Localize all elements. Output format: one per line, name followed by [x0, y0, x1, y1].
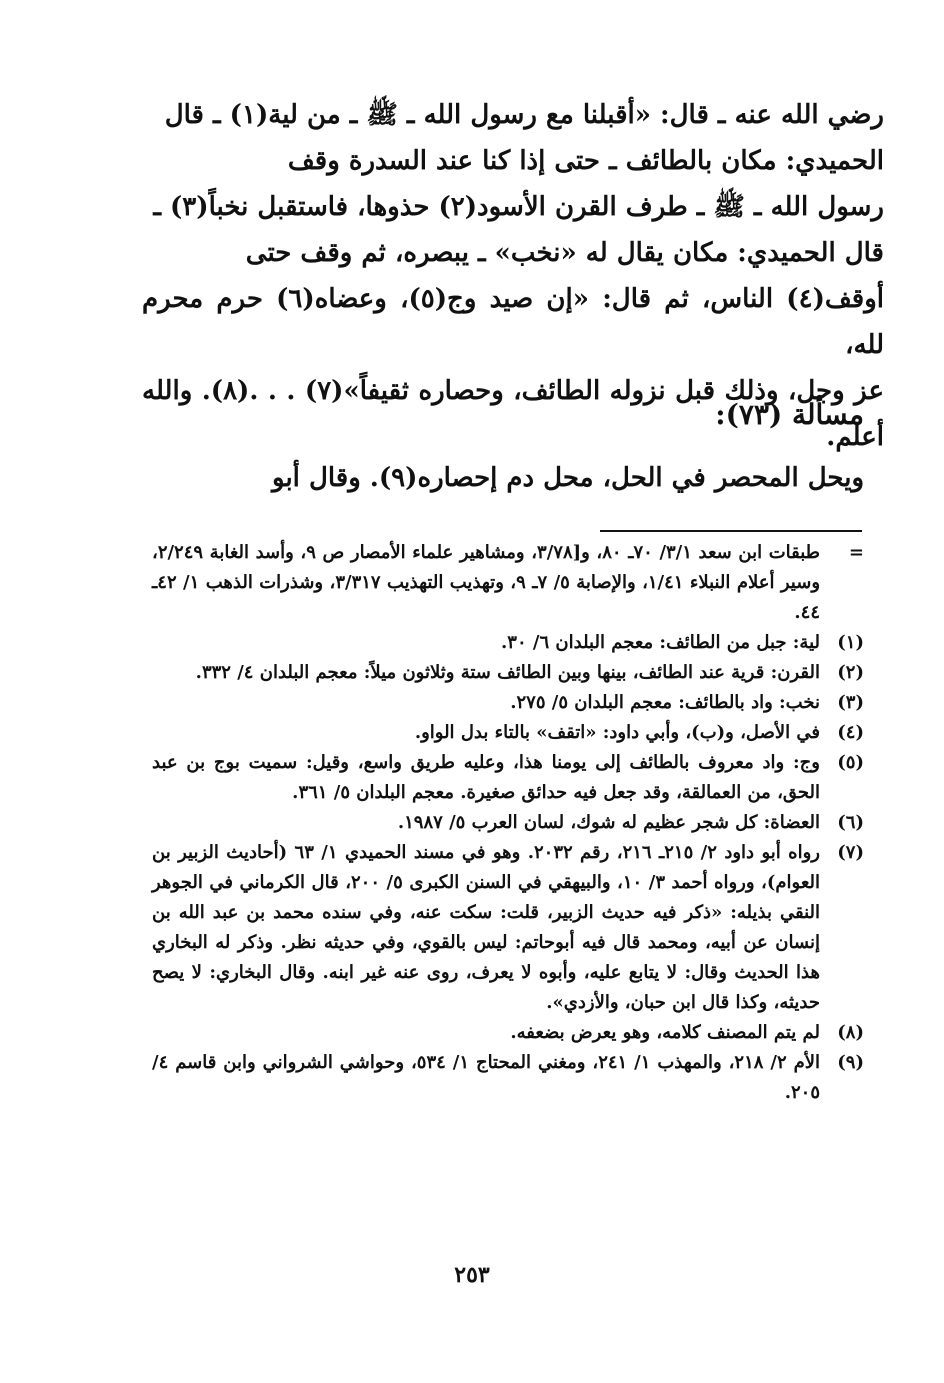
main-line-6: عز وجل، وذلك قبل نزوله الطائف، وحصاره ثقيفاً»(٧) . . .(٨). والله أعلم.: [142, 376, 885, 452]
footnote-number: (٨): [837, 1022, 864, 1043]
footnote-number: (٧): [837, 842, 864, 863]
footnote: [152, 748, 864, 808]
footnote-number: (٢): [837, 662, 864, 683]
footnote-number: (٩): [837, 1052, 864, 1073]
footnote-number: (٣): [837, 692, 864, 713]
footnote: [152, 628, 864, 658]
footnote-text: في الأصل، و(ب)، وأبي داود: «اتقف» بالتاء بدل الواو.: [414, 722, 820, 743]
footnote-number: (٤): [837, 722, 864, 743]
footnote-divider: [600, 530, 862, 532]
footnote-text: طبقات ابن سعد ٣/١/ ٧٠ـ ٨٠، و[٣/٧٨، ومشاهير علماء الأمصار ص ٩، وأسد الغابة ٢/٢٤٩، وسير أعلام النبلاء ١/٤١، والإصابة ٥/ ٧ـ ٩، وتهذيب التهذيب ٣/٣١٧، وشذرات الذهب ١/ ٤٢ـ ٤٤.: [152, 542, 821, 623]
footnote-text: العضاة: كل شجر عظيم له شوك، لسان العرب ٥/ ١٩٨٧.: [397, 812, 820, 833]
footnote: [152, 808, 864, 838]
main-line-5: أوقف(٤) الناس، ثم قال: «إن صيد وج(٥)، وعضاه(٦) حرم محرم لله،: [142, 284, 884, 360]
section-body: ويحل المحصر في الحل، محل دم إحصاره(٩). وقال أبو: [272, 463, 864, 493]
footnote-number: =: [848, 542, 864, 563]
footnote: [152, 1018, 864, 1048]
footnote-number: (٦): [837, 812, 864, 833]
footnote-text: القرن: قرية عند الطائف، بينها وبين الطائف ستة وثلاثون ميلاً: معجم البلدان ٤/ ٣٣٢.: [195, 662, 820, 683]
main-line-4: قال الحميدي: مكان يقال له «نخب» ـ يبصره، ثم وقف حتى: [245, 238, 884, 268]
footnote-number: (١): [837, 632, 864, 653]
section-heading: مسألة (٧٣):: [715, 398, 864, 431]
main-line-3: رسول الله ـ ﷺ ـ طرف القرن الأسود(٢) حذوها، فاستقبل نخباً(٣) ـ: [153, 192, 884, 222]
footnote: [152, 658, 864, 688]
footnote: [152, 1048, 864, 1108]
footnote-text: الأم ٢/ ٢١٨، والمهذب ١/ ٢٤١، ومغني المحتاج ١/ ٥٣٤، وحواشي الشرواني وابن قاسم ٤/ ٢٠٥.: [152, 1052, 820, 1103]
footnote: [152, 688, 864, 718]
footnote: [152, 538, 864, 628]
footnote-text: نخب: واد بالطائف: معجم البلدان ٥/ ٢٧٥.: [510, 692, 820, 713]
footnote-text: لية: جبل من الطائف: معجم البلدان ٦/ ٣٠.: [501, 632, 820, 653]
page-number: ٢٥٣: [454, 1262, 490, 1288]
footnote: [152, 838, 864, 1018]
main-line-2: الحميدي: مكان بالطائف ـ حتى إذا كنا عند السدرة وقف: [287, 146, 884, 176]
main-line-1: رضي الله عنه ـ قال: «أقبلنا مع رسول الله ـ ﷺ ـ من لية(١) ـ قال: [164, 100, 884, 130]
footnote: [152, 718, 864, 748]
footnote-text: وج: واد معروف بالطائف إلى يومنا هذا، وعليه طريق واسع، وقيل: سميت بوج بن عبد الحق، من العمالقة، وقد جعل فيه حدائق صغيرة. معجم البلدان ٥/ ٣٦١.: [152, 752, 820, 803]
footnote-number: (٥): [837, 752, 864, 773]
footnote-text: رواه أبو داود ٢/ ٢١٥ـ ٢١٦، رقم ٢٠٣٢. وهو في مسند الحميدي ١/ ٦٣ (أحاديث الزبير بن العوام)، ورواه أحمد ٣/ ١٠، والبيهقي في السنن الكبرى ٥/ ٢٠٠، قال الكرماني في الجوهر النقي بذيله: «ذكر فيه حديث الزبير، قلت: سكت عنه، وفي سنده محمد بن عبد الله بن إنسان عن أبيه، ومحمد قال فيه أبوحاتم: ليس بالقوي، وفي حديثه نظر. وذكر له البخاري هذا الحديث وقال: لا يتابع عليه، وأبوه لا يعرف، روى عنه غير ابنه. وقال البخاري: لا يصح حديثه، وكذا قال ابن حبان، والأزدي».: [152, 842, 821, 1013]
footnote-text: لم يتم المصنف كلامه، وهو يعرض بضعفه.: [510, 1022, 820, 1043]
footnotes-list: [152, 538, 864, 1108]
